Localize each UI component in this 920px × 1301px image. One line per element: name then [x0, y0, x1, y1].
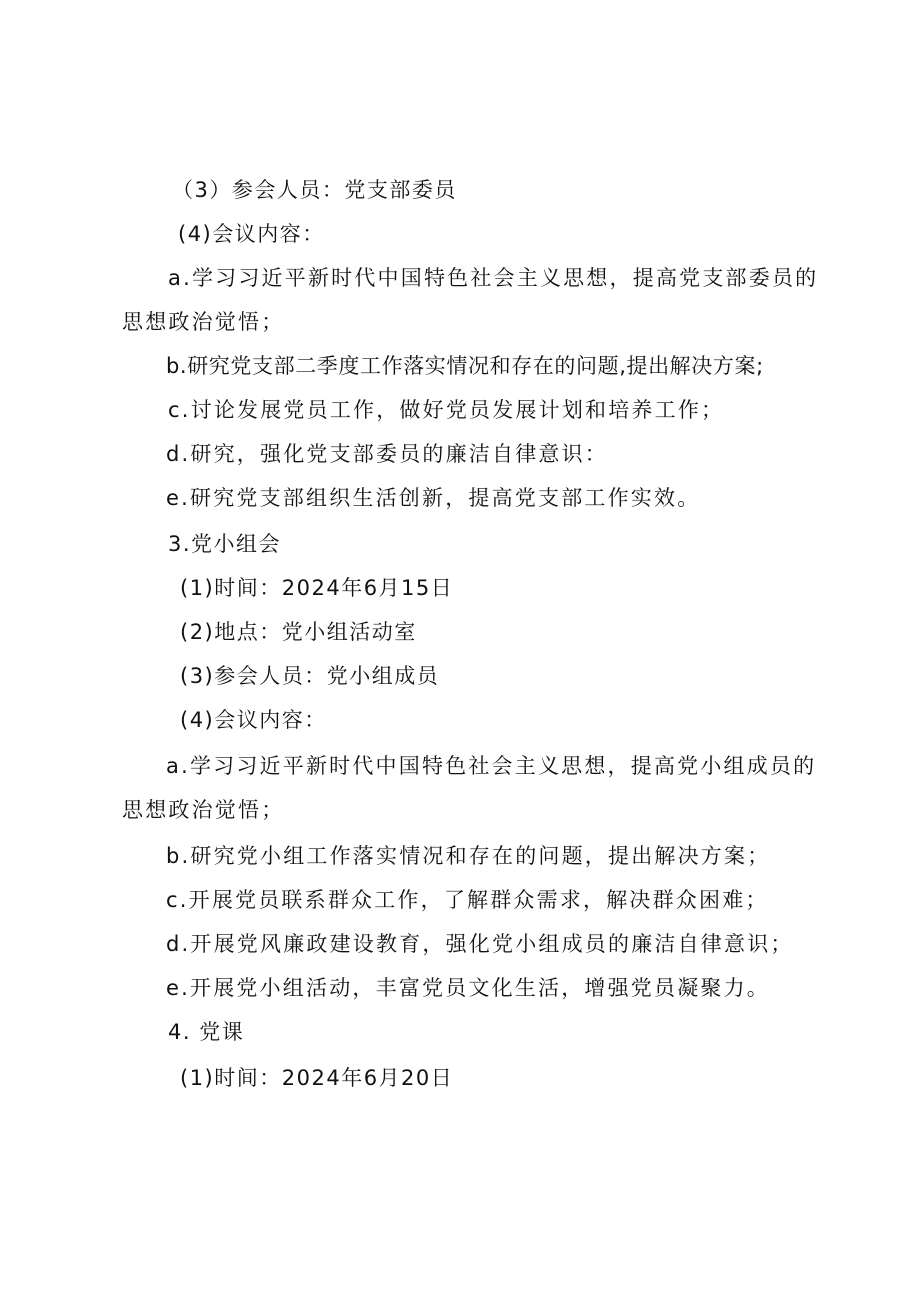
text-line: e.研究党支部组织生活创新，提高党支部工作实效。: [166, 486, 701, 510]
text-line: b.研究党支部二季度工作落实情况和存在的问题,提出解决方案;: [166, 354, 764, 378]
text-line: a.学习习近平新时代中国特色社会主义思想，提高党小组成员的: [166, 754, 817, 778]
text-line: 思想政治觉悟；: [122, 310, 285, 334]
text-line: （3）参会人员：党支部委员: [172, 178, 457, 202]
text-line: d.研究，强化党支部委员的廉洁自律意识：: [166, 442, 609, 466]
text-line: (2)地点：党小组活动室: [180, 620, 417, 644]
text-line: c.讨论发展党员工作，做好党员发展计划和培养工作；: [168, 398, 725, 422]
text-line: d.开展党风廉政建设教育，强化党小组成员的廉洁自律意识；: [166, 932, 794, 956]
text-line: (1)时间：2024年6月20日: [180, 1066, 454, 1090]
section-heading: 4. 党课: [168, 1020, 245, 1044]
section-heading: 3.党小组会: [168, 532, 282, 556]
text-line: (1)时间：2024年6月15日: [180, 576, 454, 600]
text-line: c.开展党员联系群众工作，了解群众需求，解决群众困难；: [166, 888, 769, 912]
text-line: (3)参会人员：党小组成员: [180, 664, 440, 688]
text-line: 思想政治觉悟；: [122, 798, 285, 822]
text-line: e.开展党小组活动，丰富党员文化生活，增强党员凝聚力。: [166, 976, 770, 1000]
text-line: a.学习习近平新时代中国特色社会主义思想，提高党支部委员的: [168, 266, 819, 290]
text-line: (4)会议内容：: [178, 222, 325, 246]
text-line: b.研究党小组工作落实情况和存在的问题，提出解决方案；: [166, 844, 771, 868]
text-line: (4)会议内容：: [180, 708, 327, 732]
